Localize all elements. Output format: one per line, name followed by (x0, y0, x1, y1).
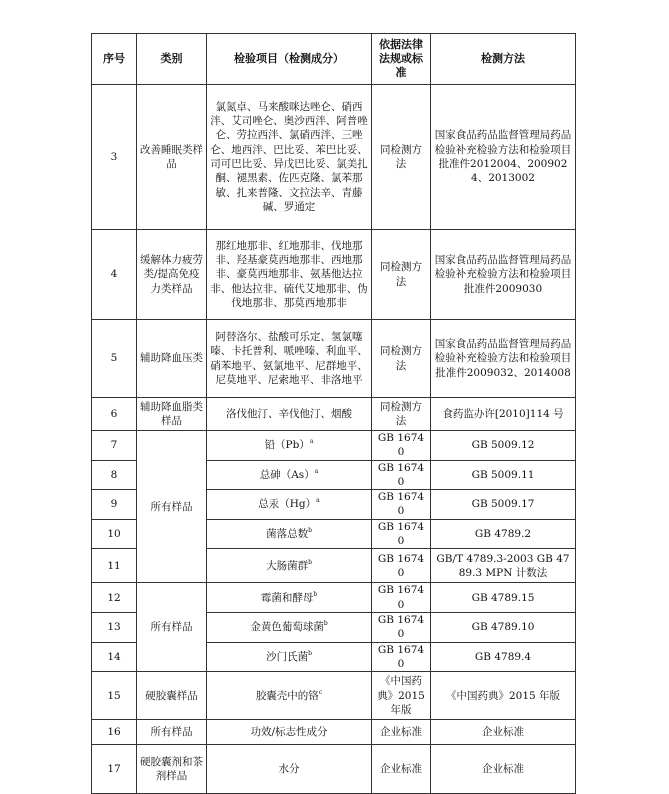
cell-method: GB 4789.2 (431, 519, 576, 549)
item-text: 胶囊壳中的铬 (255, 689, 319, 702)
cell-method: GB/T 4789.3-2003 GB 4789.3 MPN 计数法 (431, 549, 576, 583)
cell-method: 国家食品药品监督管理局药品检验补充检验方法和检验项目批准件2012004、2009024、2013002 (431, 85, 576, 230)
cell-seq: 6 (92, 398, 137, 431)
cell-basis: 企业标准 (372, 720, 431, 745)
table-row (92, 583, 576, 613)
cell-category: 改善睡眠类样品 (137, 85, 207, 230)
cell-item (207, 612, 372, 642)
cell-method: 食药监办许[2010]114 号 (431, 398, 576, 431)
cell-category: 辅助降血压类 (137, 320, 207, 398)
cell-method: GB 4789.10 (431, 612, 576, 642)
cell-basis: GB 16740 (372, 431, 431, 461)
table-header-row (92, 34, 576, 85)
cell-seq: 8 (92, 460, 137, 490)
item-text: 菌落总数 (266, 527, 309, 540)
cell-seq: 15 (92, 672, 137, 720)
footnote-mark: a (316, 497, 320, 505)
cell-item: 功效/标志性成分 (207, 720, 372, 745)
cell-method: 企业标准 (431, 720, 576, 745)
header-item: 检验项目（检测成分） (207, 34, 372, 85)
cell-item: 洛伐他汀、辛伐他汀、烟酸 (207, 398, 372, 431)
cell-category-group: 所有样品 (137, 431, 207, 583)
cell-method: GB 4789.15 (431, 583, 576, 613)
cell-item: 那红地那非、红地那非、伐地那非、羟基豪莫西地那非、西地那非、豪莫西地那非、氨基他达拉非、他达拉非、硫代艾地那非、伪伐地那非、那莫西地那非 (207, 230, 372, 320)
cell-basis: 同检测方法 (372, 320, 431, 398)
cell-seq: 3 (92, 85, 137, 230)
cell-basis: GB 16740 (372, 460, 431, 490)
cell-seq: 11 (92, 549, 137, 583)
cell-basis: 同检测方法 (372, 85, 431, 230)
cell-category-group: 所有样品 (137, 583, 207, 672)
cell-method: 企业标准 (431, 745, 576, 794)
header-seq: 序号 (92, 34, 137, 85)
header-basis: 依据法律法规或标准 (372, 34, 431, 85)
cell-basis: GB 16740 (372, 612, 431, 642)
table-row (92, 672, 576, 720)
table-row (92, 320, 576, 398)
cell-seq: 10 (92, 519, 137, 549)
cell-item (207, 672, 372, 720)
cell-basis: GB 16740 (372, 583, 431, 613)
cell-basis: 同检测方法 (372, 398, 431, 431)
footnote-mark: a (309, 438, 314, 446)
cell-item (207, 519, 372, 549)
cell-method: 国家食品药品监督管理局药品检验补充检验方法和检验项目批准件2009030 (431, 230, 576, 320)
item-text: 总砷（As） (259, 468, 315, 481)
footnote-mark: b (323, 620, 328, 628)
cell-category: 所有样品 (137, 720, 207, 745)
table-row (92, 230, 576, 320)
cell-item (207, 460, 372, 490)
cell-seq: 4 (92, 230, 137, 320)
cell-method: 国家食品药品监督管理局药品检验补充检验方法和检验项目批准件2009032、2014008 (431, 320, 576, 398)
cell-seq: 7 (92, 431, 137, 461)
cell-item: 氯氮卓、马来酸咪达唑仑、硝西泮、艾司唑仑、奥沙西泮、阿普唑仑、劳拉西泮、氯硝西泮、三唑仑、地西泮、巴比妥、苯巴比妥、司可巴比妥、异戊巴比妥、氯美扎酮、褪黑素、佐匹克隆、氯苯那敏、扎来普隆、文拉法辛、青藤碱、罗通定 (207, 85, 372, 230)
footnote-mark: b (308, 558, 312, 566)
cell-item (207, 642, 372, 672)
footnote-mark: b (313, 590, 318, 598)
cell-method: GB 5009.12 (431, 431, 576, 461)
cell-seq: 9 (92, 490, 137, 520)
cell-category: 辅助降血脂类样品 (137, 398, 207, 431)
inspection-table (91, 33, 576, 794)
table-row (92, 745, 576, 794)
cell-category: 缓解体力疲劳类/提高免疫力类样品 (137, 230, 207, 320)
header-method: 检测方法 (431, 34, 576, 85)
cell-basis: 《中国药典》2015 年版 (372, 672, 431, 720)
table-row (92, 85, 576, 230)
item-text: 金黄色葡萄球菌 (250, 621, 324, 634)
cell-seq: 16 (92, 720, 137, 745)
cell-basis: 同检测方法 (372, 230, 431, 320)
cell-method: 《中国药典》2015 年版 (431, 672, 576, 720)
cell-item (207, 583, 372, 613)
cell-category: 硬胶囊样品 (137, 672, 207, 720)
cell-method: GB 5009.11 (431, 460, 576, 490)
cell-item: 水分 (207, 745, 372, 794)
table-row (92, 398, 576, 431)
table-row (92, 720, 576, 745)
footnote-mark: b (308, 649, 312, 657)
cell-seq: 17 (92, 745, 137, 794)
cell-basis: 企业标准 (372, 745, 431, 794)
cell-seq: 14 (92, 642, 137, 672)
item-text: 铅（Pb） (264, 439, 310, 452)
cell-method: GB 4789.4 (431, 642, 576, 672)
cell-basis: GB 16740 (372, 519, 431, 549)
cell-method: GB 5009.17 (431, 490, 576, 520)
footnote-mark: b (308, 526, 312, 534)
cell-item (207, 431, 372, 461)
cell-item (207, 549, 372, 583)
item-text: 霉菌和酵母 (260, 591, 314, 604)
footnote-mark: c (318, 688, 323, 696)
cell-item: 阿替洛尔、盐酸可乐定、氢氯噻嗪、卡托普利、哌唑嗪、利血平、硝苯地平、氨氯地平、尼群地平、尼莫地平、尼索地平、非洛地平 (207, 320, 372, 398)
cell-basis: GB 16740 (372, 490, 431, 520)
cell-item (207, 490, 372, 520)
cell-basis: GB 16740 (372, 642, 431, 672)
table-row (92, 431, 576, 461)
item-text: 大肠菌群 (266, 559, 309, 572)
cell-seq: 5 (92, 320, 137, 398)
cell-seq: 12 (92, 583, 137, 613)
item-text: 总汞（Hg） (258, 498, 317, 511)
header-category: 类别 (137, 34, 207, 85)
item-text: 沙门氏菌 (266, 650, 309, 663)
cell-seq: 13 (92, 612, 137, 642)
footnote-mark: a (314, 467, 319, 475)
cell-category: 硬胶囊剂和茶剂样品 (137, 745, 207, 794)
cell-basis: GB 16740 (372, 549, 431, 583)
